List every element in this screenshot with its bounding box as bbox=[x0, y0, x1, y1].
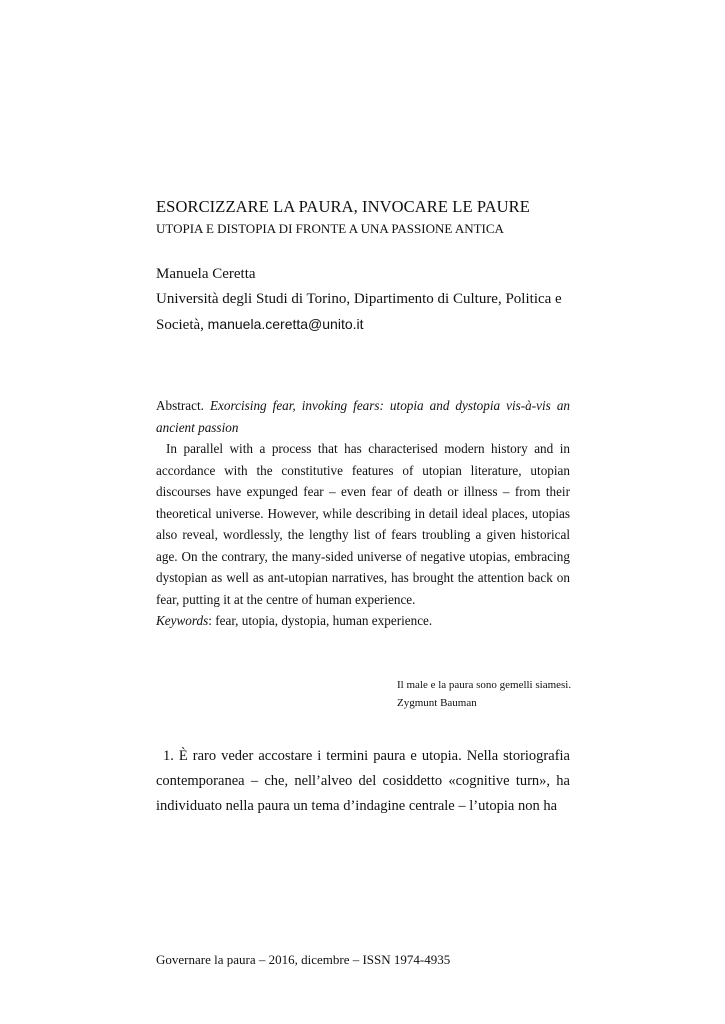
epigraph bbox=[397, 676, 572, 712]
article-subtitle: UTOPIA E DISTOPIA DI FRONTE A UNA PASSIONE ANTICA bbox=[156, 221, 504, 236]
keywords bbox=[156, 610, 570, 632]
article-title: ESORCIZZARE LA PAURA, INVOCARE LE PAURE bbox=[156, 197, 530, 216]
abstract-title: Exorcising fear, invoking fears: utopia and dystopia vis-à-vis an ancient passion bbox=[156, 398, 571, 435]
author-name: Manuela Ceretta bbox=[156, 266, 256, 282]
abstract-label: Abstract. bbox=[156, 398, 204, 413]
intro-paragraph: 1. È raro veder accostare i termini paura e utopia. Nella storiografia contemporanea – che, nell’alveo del cosiddetto «cognitive turn», ha individuato nella paura un tema d’indagine centrale – l’utopia non ha bbox=[156, 748, 570, 814]
author-affiliation bbox=[156, 287, 570, 338]
keywords-label: Keywords bbox=[156, 613, 209, 628]
keywords-list: : fear, utopia, dystopia, human experience. bbox=[208, 613, 433, 628]
abstract-heading bbox=[156, 395, 570, 438]
intro-section bbox=[156, 744, 570, 819]
abstract-body: In parallel with a process that has characterised modern history and in accordance with the constitutive features of utopian literature, utopian discourses have expunged fear – even fear of death or illness – from their theoretical universe. However, while describing in detail ideal places, utopias also reveal, wordlessly, the lengthy list of fears troubling a given historical age. On the contrary, the many-sided universe of negative utopias, embracing dystopian as well as ant-utopian narratives, has brought the attention back on fear, putting it at the centre of human experience. bbox=[156, 441, 570, 607]
abstract bbox=[156, 395, 570, 632]
affiliation-text: Università degli Studi di Torino, Dipartimento di Culture, Politica e Società, bbox=[156, 291, 562, 333]
author-email[interactable]: manuela.ceretta@unito.it bbox=[207, 316, 364, 332]
epigraph-quote: Il male e la paura sono gemelli siamesi. bbox=[397, 679, 572, 691]
epigraph-source: Zygmunt Bauman bbox=[397, 697, 477, 709]
page-footer: Governare la paura – 2016, dicembre – ISSN 1974-4935 bbox=[156, 952, 451, 967]
